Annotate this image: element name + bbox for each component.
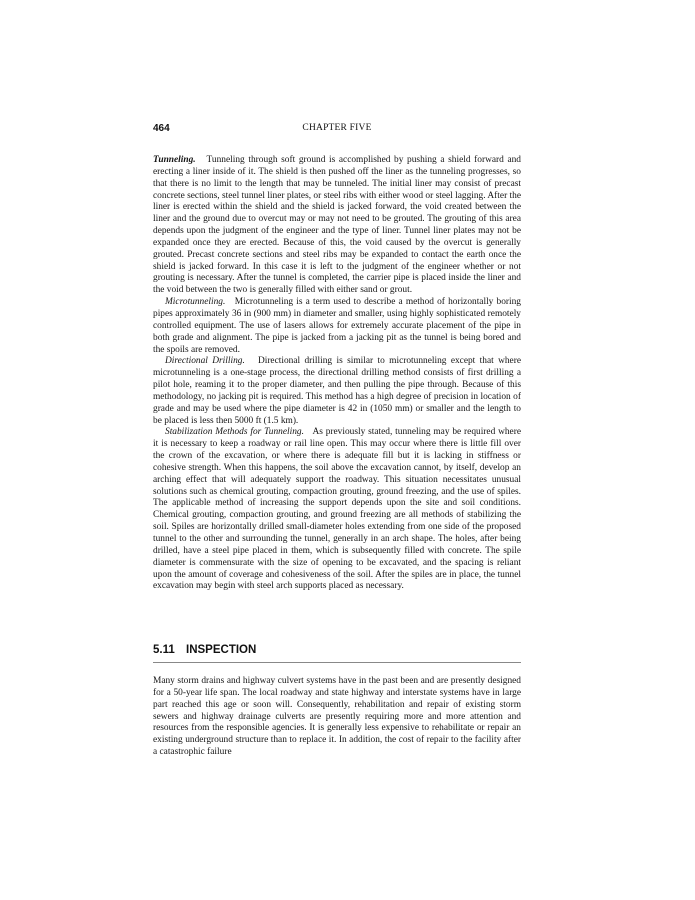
page-header [153, 123, 521, 139]
chapter-title: CHAPTER FIVE [302, 123, 372, 133]
paragraph-stabilization [153, 427, 521, 593]
run-in-heading-microtunneling: Microtunneling. [165, 297, 226, 308]
run-in-heading-directional-drilling: Directional Drilling. [165, 356, 245, 367]
paragraph-text-directional-drilling: Directional drilling is similar to microtunneling except that where microtunneling is a one-stage process, the directional drilling method consists of first drilling a pilot hole, reaming it to the proper diameter, and then pulling the pipe through. Because of this methodology, no jacking pit is required. This method has a high degree of precision in location of grade and may be used where the pipe diameter is 42 in (1050 mm) or smaller and the length to be placed is less then 5000 ft (1.5 km). [153, 356, 521, 426]
paragraph-text-stabilization: As previously stated, tunneling may be required where it is necessary to keep a roadway or rail line open. This may occur where there is little fill over the crown of the excavation, or where there is adequate fill but it is lacking in stiffness or cohesive strength. When this happens, the soil above the excavation cannot, by itself, develop an arching effect that will adequately support the roadway. This situation necessitates unusual solutions such as chemical grouting, compaction grouting, ground freezing, and the use of spiles. The applicable method of increasing the support depends upon the site and soil conditions. Chemical grouting, compaction grouting, and ground freezing are all methods of stabilizing the soil. Spiles are horizontally drilled small-diameter holes extending from one side of the proposed tunnel to the other and surrounding the tunnel, generally in an arch shape. The holes, after being drilled, have a steel pipe placed in them, which is subsequently filled with concrete. The spile diameter is commensurate with the size of opening to be excavated, and the spacing is reliant upon the amount of coverage and cohesiveness of the soil. After the spiles are in place, the tunnel excavation may begin with steel arch supports placed as necessary. [153, 427, 521, 592]
paragraph-tunneling [153, 155, 521, 297]
paragraph-microtunneling [153, 297, 521, 356]
paragraph-text-tunneling: Tunneling through soft ground is accomplished by pushing a shield forward and erecting a liner inside of it. The shield is then pushed off the liner as the tunneling progresses, so that there is no limit to the length that may be tunneled. The initial liner may consist of precast concrete sections, steel tunnel liner plates, or steel ribs with either wood or steel lagging. After the liner is erected within the shield and the shield is jacked forward, the void created between the liner and the ground due to overcut may or may not need to be grouted. The grouting of this area depends upon the judgment of the engineer and the type of liner. Tunnel liner plates may not be expanded once they are erected. Because of this, the void caused by the overcut is generally grouted. Precast concrete sections and steel ribs may be expanded to contact the earth once the shield is jacked forward. In this case it is left to the judgment of the engineer whether or not grouting is necessary. After the tunnel is completed, the carrier pipe is placed inside the liner and the void between the two is generally filled with either sand or grout. [153, 155, 521, 296]
run-in-heading-tunneling: Tunneling. [153, 155, 196, 165]
page-number: 464 [153, 123, 170, 134]
run-in-heading-stabilization: Stabilization Methods for Tunneling. [165, 427, 304, 438]
paragraph-directional-drilling [153, 356, 521, 427]
paragraph-text-microtunneling: Microtunneling is a term used to describe a method of horizontally boring pipes approximately 36 in (900 mm) in diameter and smaller, using highly sophisticated remotely controlled equipment. The use of lasers allows for extremely accurate placement of the pipe in both grade and alignment. The pipe is jacked from a jacking pit as the tunnel is being bored and the spoils are removed. [153, 297, 521, 355]
section-title: INSPECTION [186, 644, 257, 656]
section-heading [153, 644, 521, 663]
body-text [153, 155, 521, 593]
paragraph-inspection: Many storm drains and highway culvert systems have in the past been and are presently designed for a 50-year life span. The local roadway and state highway and interstate systems have in large part reached this age or soon will. Consequently, rehabilitation and repair of existing storm sewers and highway drainage culverts are presently requiring more and more attention and resources from the responsible agencies. It is generally less expensive to rehabilitate or repair an existing underground structure than to replace it. In addition, the cost of repair to the facility after a catastrophic failure [153, 676, 521, 758]
section-body [153, 676, 521, 759]
section-number: 5.11 [153, 644, 175, 656]
